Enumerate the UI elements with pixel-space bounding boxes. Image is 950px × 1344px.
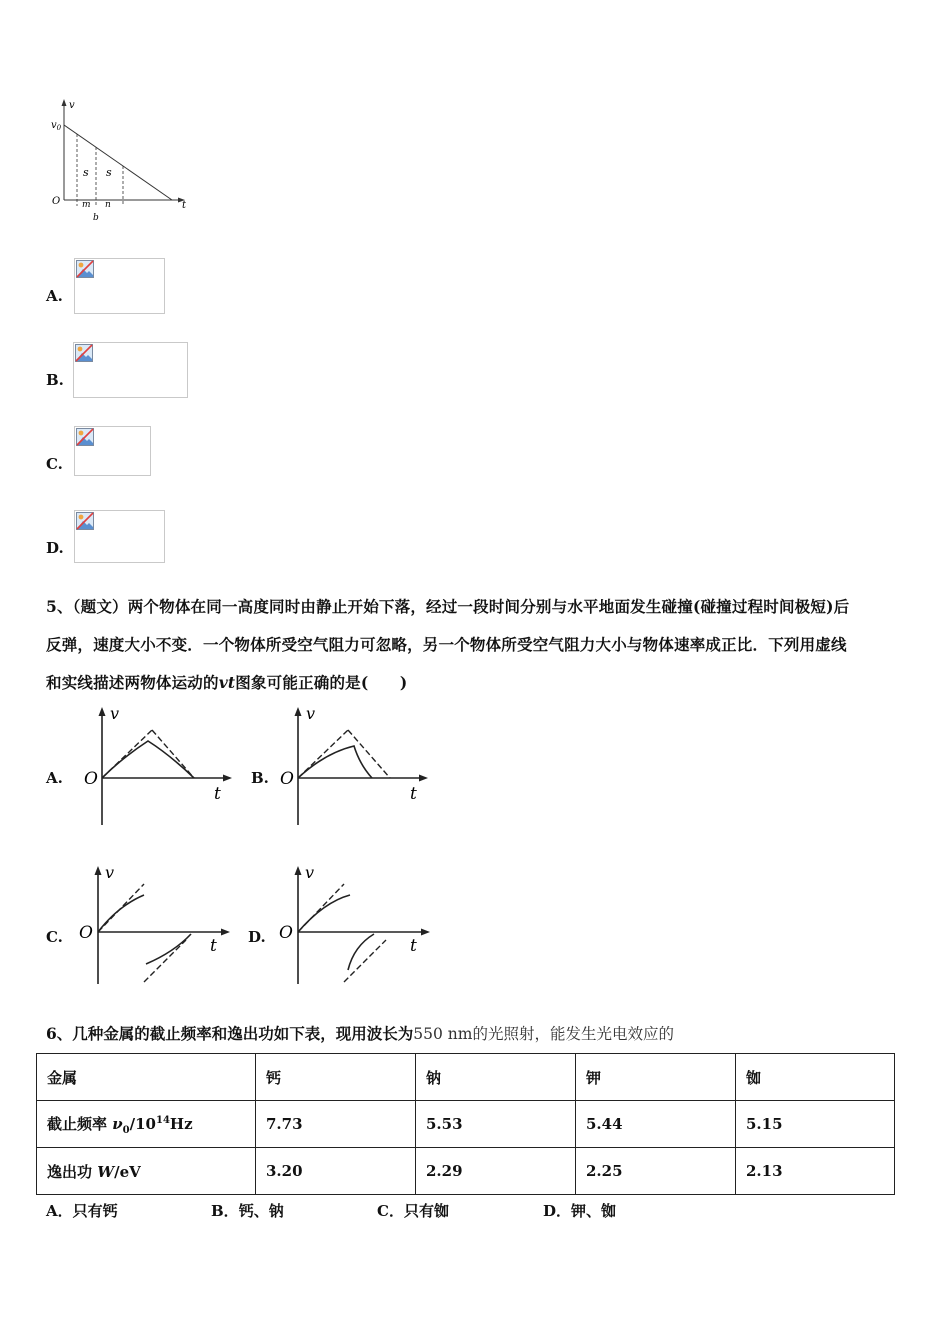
q5-line-1: 5、（题文）两个物体在同一高度同时由静止开始下落，经过一段时间分别与水平地面发生碰撞(碰撞过程时间极短)后	[46, 597, 850, 616]
q6-text-normal: 550 nm的光照射，能发生光电效应的	[413, 1025, 674, 1043]
metal-properties-table	[36, 1053, 895, 1195]
velocity-time-graph	[48, 96, 198, 224]
table-cell-work-function-label: 逸出功 W/eV	[37, 1148, 256, 1195]
q4-option-c-label: C.	[46, 455, 63, 473]
q6-choice-d[interactable]: D．钾、铷	[543, 1202, 617, 1220]
y-axis-arrow	[62, 99, 67, 106]
q5-graph-c[interactable]	[74, 862, 234, 987]
q4-option-d-label: D.	[46, 539, 64, 557]
svg-text:v: v	[305, 863, 315, 882]
svg-text:t: t	[214, 784, 221, 804]
svg-text:v: v	[105, 863, 115, 882]
q6-choice-c[interactable]: C．只有铷	[377, 1202, 449, 1220]
q5-option-c-label: C.	[46, 928, 63, 946]
table-cell: 2.29	[416, 1148, 576, 1195]
table-cell: 金属	[37, 1054, 256, 1101]
table-cell: 钾	[576, 1054, 736, 1101]
q5-option-d-label: D.	[248, 928, 266, 946]
area-s-left: s	[83, 166, 89, 179]
origin-label: O	[52, 196, 61, 207]
table-cell: 5.53	[416, 1101, 576, 1148]
solid-curve	[102, 741, 194, 778]
broken-image-icon	[75, 344, 93, 362]
q4-option-a-image[interactable]	[74, 258, 165, 314]
q5-line-3: 和实线描述两物体运动的vt图象可能正确的是( )	[46, 673, 408, 692]
q5-graph-d[interactable]	[274, 862, 434, 987]
question-5-text	[46, 588, 916, 702]
q6-choice-b[interactable]: B．钙、钠	[211, 1202, 284, 1220]
svg-text:O: O	[279, 923, 293, 943]
segment-m-label: m	[82, 200, 91, 210]
q6-choice-a[interactable]: A．只有钙	[46, 1202, 118, 1220]
broken-image-icon	[76, 428, 94, 446]
table-header-row	[37, 1054, 895, 1101]
table-cell: 5.44	[576, 1101, 736, 1148]
solid-curve	[146, 934, 191, 964]
svg-text:v: v	[306, 704, 316, 723]
q5-graph-a[interactable]	[74, 703, 234, 828]
q4-option-b-label: B.	[46, 371, 64, 389]
dashed-curve	[348, 730, 390, 778]
y-axis-label: v	[69, 100, 75, 111]
v0-label: $v_0$	[51, 120, 62, 132]
solid-curve	[98, 895, 144, 932]
table-cell: 钙	[256, 1054, 416, 1101]
area-s-right: s	[106, 166, 112, 179]
solid-curve	[298, 895, 350, 932]
q5-graph-b[interactable]	[270, 703, 430, 828]
table-cell-cutoff-frequency-label: 截止频率 $\nu_0/10^{14}Hz$	[37, 1101, 256, 1148]
broken-image-icon	[76, 512, 94, 530]
dashed-curve	[152, 730, 194, 778]
segment-n-label: n	[105, 200, 111, 210]
table-cell: 2.25	[576, 1148, 736, 1195]
table-cell: 钠	[416, 1054, 576, 1101]
table-cell: 3.20	[256, 1148, 416, 1195]
solid-curve	[348, 934, 374, 970]
table-row	[37, 1148, 895, 1195]
table-cell: 2.13	[736, 1148, 895, 1195]
svg-text:v: v	[110, 704, 120, 723]
q5-line-2: 反弹，速度大小不变．一个物体所受空气阻力可忽略，另一个物体所受空气阻力大小与物体速率成正比．下列用虚线	[46, 635, 847, 654]
svg-text:O: O	[84, 769, 98, 789]
table-cell: 铷	[736, 1054, 895, 1101]
solid-curve	[298, 746, 372, 778]
table-cell: 7.73	[256, 1101, 416, 1148]
svg-text:t: t	[210, 936, 217, 956]
q4-option-a-label: A.	[46, 287, 63, 305]
question-6-text	[46, 1022, 674, 1044]
svg-text:t: t	[410, 784, 417, 804]
table-cell: 5.15	[736, 1101, 895, 1148]
x-axis-label: t	[182, 200, 187, 211]
svg-text:O: O	[79, 923, 93, 943]
broken-image-icon	[76, 260, 94, 278]
velocity-line	[64, 125, 172, 200]
dashed-curve	[144, 940, 186, 982]
svg-text:O: O	[280, 769, 294, 789]
q4-option-c-image[interactable]	[74, 426, 151, 476]
q5-option-a-label: A.	[46, 769, 63, 787]
q4-option-b-image[interactable]	[73, 342, 188, 398]
svg-text:t: t	[410, 936, 417, 956]
point-b-label: b	[93, 213, 99, 223]
q5-option-b-label: B.	[251, 769, 269, 787]
table-row	[37, 1101, 895, 1148]
q4-option-d-image[interactable]	[74, 510, 165, 563]
q6-text-bold: 6、几种金属的截止频率和逸出功如下表，现用波长为	[46, 1024, 414, 1043]
